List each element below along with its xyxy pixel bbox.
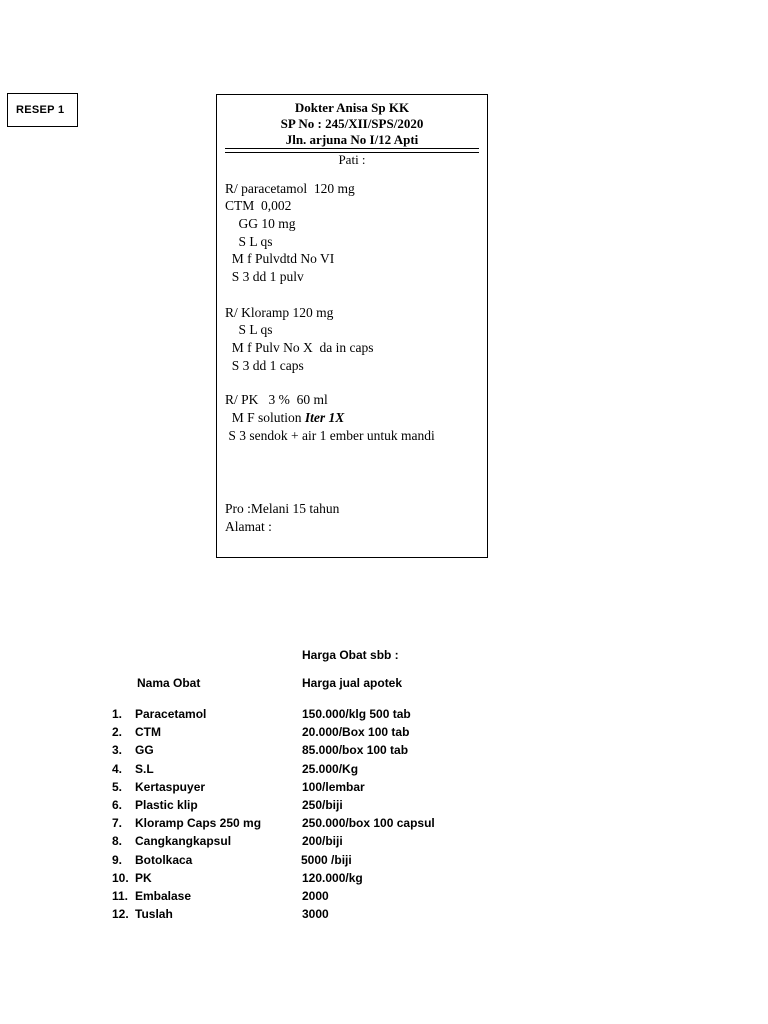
item-name: Tuslah	[135, 907, 173, 921]
item-price: 150.000/klg 500 tab	[302, 707, 411, 721]
price-list-title: Harga Obat sbb :	[302, 648, 399, 662]
address-line: Alamat :	[225, 519, 272, 534]
item-price: 3000	[302, 907, 329, 921]
item-number: 6.	[112, 798, 123, 812]
item-name: Kloramp Caps 250 mg	[135, 816, 262, 830]
item-name: GG	[135, 743, 154, 757]
item-number: 9.	[112, 853, 123, 867]
item-number: 1.	[112, 707, 123, 721]
item-name: PK	[135, 871, 152, 885]
item-number: 10.	[112, 871, 129, 885]
column-header-name: Nama Obat	[137, 676, 201, 690]
rx-line: S L qs	[225, 322, 273, 337]
item-number: 12.	[112, 907, 129, 921]
rx-line: S 3 dd 1 pulv	[225, 269, 304, 284]
item-name: S.L	[135, 762, 154, 776]
rx-line: GG 10 mg	[225, 216, 296, 231]
item-number: 2.	[112, 725, 123, 739]
item-price: 250.000/box 100 capsul	[302, 816, 435, 830]
item-price: 5000 /biji	[301, 853, 352, 867]
iter-note: Iter 1X	[304, 410, 345, 425]
rx-line: R/ paracetamol 120 mg	[225, 181, 355, 196]
item-price: 20.000/Box 100 tab	[302, 725, 410, 739]
item-name: Kertaspuyer	[135, 780, 206, 794]
rx-line: M f Pulvdtd No VI	[225, 251, 335, 266]
item-number: 5.	[112, 780, 123, 794]
item-name: Botolkaca	[135, 853, 193, 867]
city-line: Pati :	[338, 152, 366, 167]
item-number: 4.	[112, 762, 123, 776]
item-name: Plastic klip	[135, 798, 198, 812]
rx-line: S 3 sendok + air 1 ember untuk mandi	[225, 428, 435, 443]
doctor-name: Dokter Anisa Sp KK	[294, 100, 410, 115]
item-name: Cangkangkapsul	[135, 834, 232, 848]
patient-line: Pro :Melani 15 tahun	[225, 501, 340, 516]
rx-line: M f Pulv No X da in caps	[225, 340, 374, 355]
item-name: Embalase	[135, 889, 192, 903]
resep-label: RESEP 1	[7, 93, 78, 127]
rx-line: R/ PK 3 % 60 ml	[225, 392, 328, 407]
item-number: 3.	[112, 743, 123, 757]
rx-line: R/ Kloramp 120 mg	[225, 305, 334, 320]
sp-number: SP No : 245/XII/SPS/2020	[280, 116, 424, 131]
item-price: 2000	[302, 889, 329, 903]
item-price: 25.000/Kg	[302, 762, 359, 776]
rx-solution-text: M F solution	[225, 410, 305, 425]
doctor-address: Jln. arjuna No I/12 Apti	[285, 132, 419, 147]
rx-line-solution	[225, 409, 344, 426]
rx-line: CTM 0,002	[225, 198, 292, 213]
column-header-price: Harga jual apotek	[302, 676, 403, 690]
item-price: 100/lembar	[302, 780, 365, 794]
prescription-box	[216, 94, 488, 558]
item-name: Paracetamol	[135, 707, 207, 721]
item-price: 120.000/kg	[302, 871, 363, 885]
item-name: CTM	[135, 725, 161, 739]
item-number: 8.	[112, 834, 123, 848]
rx-line: S L qs	[225, 234, 273, 249]
item-price: 250/biji	[302, 798, 343, 812]
item-number: 11.	[112, 889, 129, 903]
item-price: 200/biji	[302, 834, 343, 848]
item-price: 85.000/box 100 tab	[302, 743, 409, 757]
item-number: 7.	[112, 816, 123, 830]
rx-line: S 3 dd 1 caps	[225, 358, 304, 373]
